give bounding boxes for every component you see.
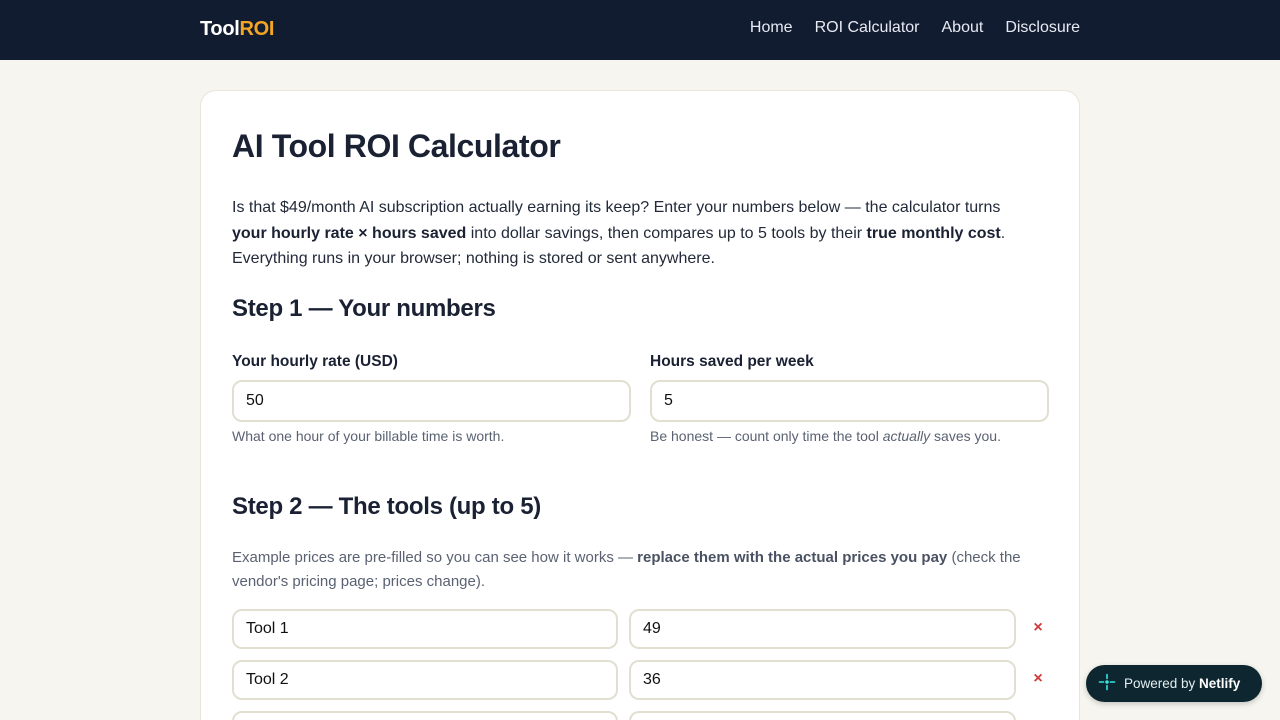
close-icon: × [1033, 619, 1043, 636]
logo-main-text: Tool [200, 18, 240, 40]
page-title: AI Tool ROI Calculator [232, 128, 561, 164]
hours-saved-input[interactable] [650, 380, 1049, 422]
intro-text-1: Is that $49/month AI subscription actually earning its keep? Enter your numbers below — the calculator turns [232, 199, 1001, 216]
hours-saved-hint [650, 428, 1001, 444]
hourly-rate-hint: What one hour of your billable time is worth. [232, 428, 505, 444]
tools-note-bold: replace them with the actual prices you pay [637, 549, 948, 566]
hourly-rate-label: Your hourly rate (USD) [232, 353, 398, 370]
intro-text-2: into dollar savings, then compares up to 5 tools by their [466, 224, 867, 242]
tools-note-text-1: Example prices are pre-filled so you can see how it works — [232, 549, 638, 566]
close-icon: × [1033, 670, 1043, 687]
intro-text-3: . Everything runs in your browser; nothing is stored or sent anywhere. [232, 224, 1006, 267]
tool-name-input[interactable] [232, 660, 618, 700]
tools-note [232, 546, 1042, 594]
remove-tool-button[interactable] [1027, 668, 1049, 690]
hours-hint-emphasis: actually [882, 428, 931, 444]
hours-hint-text-2: saves you. [930, 428, 1001, 444]
netlify-badge-text: Powered by [1124, 676, 1200, 691]
netlify-brand-name: Netlify [1199, 676, 1241, 691]
tools-note-text-2: (check the vendor's pricing page; prices change). [232, 549, 1021, 590]
nav-link-home[interactable]: Home [749, 19, 793, 36]
nav-link-disclosure[interactable]: Disclosure [1005, 19, 1080, 36]
site-logo[interactable] [200, 18, 274, 41]
netlify-badge-label [1124, 676, 1240, 691]
calculator-card [200, 90, 1080, 720]
tool-name-input[interactable] [232, 609, 618, 649]
logo-accent-text: ROI [239, 18, 275, 40]
remove-tool-button[interactable] [1027, 617, 1049, 639]
nav-link-about[interactable]: About [941, 19, 984, 36]
top-nav-bar [0, 0, 1280, 60]
netlify-icon [1098, 673, 1116, 694]
hours-hint-text-1: Be honest — count only time the tool [650, 428, 883, 444]
intro-paragraph [232, 195, 1032, 272]
intro-bold-2: true monthly cost [866, 224, 1001, 242]
tool-price-input[interactable] [629, 711, 1016, 720]
tool-price-input[interactable] [629, 609, 1016, 649]
tool-name-input[interactable] [232, 711, 618, 720]
hours-saved-label: Hours saved per week [650, 353, 814, 370]
main-nav [750, 19, 1080, 37]
step2-heading: Step 2 — The tools (up to 5) [232, 493, 541, 520]
hourly-rate-input[interactable] [232, 380, 631, 422]
nav-link-roi-calculator[interactable]: ROI Calculator [814, 19, 920, 36]
tool-price-input[interactable] [629, 660, 1016, 700]
intro-bold-1: your hourly rate × hours saved [232, 224, 467, 242]
powered-by-netlify-badge[interactable] [1086, 665, 1262, 702]
step1-heading: Step 1 — Your numbers [232, 295, 496, 322]
